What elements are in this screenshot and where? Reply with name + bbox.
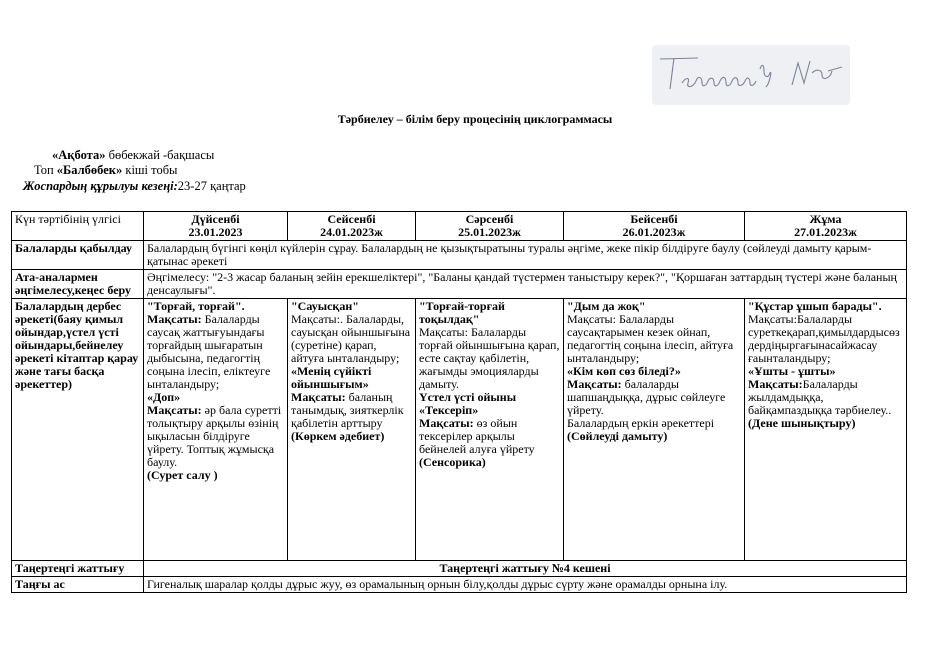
game-title: "Торғай, торғай".: [147, 299, 245, 313]
free-activity-text: Балалардың еркін әрекеттері: [567, 416, 715, 430]
goal-text-2: Балаларды жылдамдыққа, байқампаздыққа тәрбиелеу..: [748, 377, 892, 417]
signature-drawing: [652, 45, 850, 105]
goal-text: Балаларды, сауысқан ойыншығына (суретіне) қарап, айтуға ынталандыру;: [291, 312, 411, 365]
page-title: Тәрбиелеу – білім беру процесінің циклограммасы: [337, 112, 613, 126]
goal-text-2: баланың танымдық, зияткерлік қабілетін арттыру: [291, 390, 404, 430]
activity-wednesday: [416, 299, 564, 561]
game-title-2: «Менің сүйікті ойыншығым»: [291, 364, 372, 391]
game-title-2: «Кім көп сөз біледі?»: [567, 364, 681, 378]
area-label: (Дене шынықтыру): [748, 416, 856, 430]
day-date: 27.01.2023ж: [794, 225, 857, 239]
reception-text: Балалардың бүгінгі көңіл күйлерін сұрау. Балалардың не қызықтыратыны туралы әңгіме, жеке пікір білдіруге баулу (сөйлеуді дамыту қарым-қатынас әрекеті: [144, 241, 907, 270]
game-title-2: «Доп»: [147, 390, 181, 404]
day-name: Бейсенбі: [630, 212, 678, 226]
school-name: «Ақбота»: [52, 148, 106, 162]
breakfast-row: [12, 577, 907, 593]
goal-label-2: Мақсаты:: [748, 377, 803, 391]
goal-text: Балаларды суреткеқарап,қимылдардысөз дердіңыргағынасайжасау ғаынталандыру;: [748, 312, 900, 365]
parents-text: Әңгімелесу: "2-3 жасар баланың зейін ерекшеліктері", "Баланы қандай түстермен таныстыру керек?", "Қоршаған заттардың түстері және баланың денсаулығы".: [144, 270, 907, 299]
activity-thursday: [564, 299, 745, 561]
exercise-text: Таңертеңгі жаттығу №4 кешені: [144, 561, 907, 577]
game-title: "Дым да жоқ": [567, 299, 646, 313]
goal-label: Мақсаты:.: [291, 312, 343, 326]
day-date: 23.01.2023: [188, 225, 243, 239]
area-label: (Сенсорика): [419, 455, 486, 469]
game-title-2: Үстел үсті ойыны «Тексеріп»: [419, 390, 517, 417]
activity-tuesday: [288, 299, 416, 561]
period-line: [23, 179, 246, 194]
goal-text: Балаларды саусақ жаттығуындағы торғайдың шығаратын дыбысына, педагогтің соңына ілесіп, еліктеуге ынталандыру;: [147, 312, 271, 391]
day-name: Сейсенбі: [327, 212, 376, 226]
day-name: Жұма: [809, 212, 842, 226]
goal-label: Мақсаты:: [748, 312, 797, 326]
day-date: 25.01.2023ж: [458, 225, 521, 239]
parents-label: Ата-аналармен әңгімелесу,кеңес беру: [12, 270, 144, 299]
goal-label: Мақсаты:: [419, 325, 468, 339]
breakfast-label: Таңғы ас: [12, 577, 144, 593]
exercise-label: Таңертеңгі жаттығу: [12, 561, 144, 577]
activity-friday: [745, 299, 907, 561]
goal-label-2: Мақсаты:: [147, 403, 202, 417]
school-line: [52, 148, 214, 163]
area-label: (Көркем әдебиет): [291, 429, 385, 443]
day-wednesday: [416, 212, 564, 241]
day-tuesday: [288, 212, 416, 241]
area-label: (Сурет салу ): [147, 468, 218, 482]
school-rest: бөбекжай -бақшасы: [105, 148, 215, 162]
game-title: "Құстар ұшып барады".: [748, 299, 882, 313]
day-thursday: [564, 212, 745, 241]
game-title: "Сауысқан": [291, 299, 359, 313]
goal-label: Мақсаты:: [567, 312, 616, 326]
area-label: (Сөйлеуді дамыту): [567, 429, 668, 443]
signature-stamp: [652, 45, 850, 105]
period-value: 23-27 қаңтар: [177, 179, 246, 193]
day-friday: [745, 212, 907, 241]
goal-label-2: Мақсаты:: [291, 390, 346, 404]
group-prefix: Топ: [34, 163, 57, 177]
schedule-table: [11, 211, 907, 593]
parents-row: [12, 270, 907, 299]
day-monday: [144, 212, 288, 241]
goal-label-2: Мақсаты:: [419, 416, 474, 430]
exercise-row: [12, 561, 907, 577]
goal-text-2: әр бала суретті толықтыру арқылы өзінің ықыласын білдіруге үйрету. Топтық жұмысқа баулу.: [147, 403, 282, 469]
breakfast-text: Гигеналық шаралар қолды дұрыс жуу, өз орамалының орнын білу,қолды дұрыс сүрту және орамалды орнына ілу.: [144, 577, 907, 593]
goal-text: Балаларды торғай ойыншығына қарап, есте сақтау қабілетін, жағымды эмоцияларды дамыту.: [419, 325, 560, 391]
day-date: 24.01.2023ж: [320, 225, 383, 239]
game-title-2: «Ұшты - ұшты»: [748, 364, 836, 378]
goal-text-2: балаларды шапшаңдыққа, дұрыс сөйлеуге үйрету.: [567, 377, 726, 417]
group-line: [34, 163, 177, 178]
group-name: «Балбөбек»: [56, 163, 123, 177]
day-name: Дүйсенбі: [191, 212, 240, 226]
header-row: [12, 212, 907, 241]
activity-row: [12, 299, 907, 561]
header-first: Күн тәртібінің үлгісі: [12, 212, 144, 241]
period-label: Жоспардың құрылуы кезеңі:: [23, 179, 178, 193]
activity-label: Балалардың дербес әрекеті(баяу қимыл ойындар,үстел үсті ойындары,бейнелеу әрекеті кітаптар қарау және тағы басқа әрекеттер): [12, 299, 144, 561]
game-title: "Торғай-торғай тоқылдақ": [419, 299, 505, 326]
goal-label-2: Мақсаты:: [567, 377, 622, 391]
goal-text-2: өз ойын тексерілер арқылы бейнелей алуға үйрету: [419, 416, 535, 456]
reception-label: Балаларды қабылдау: [12, 241, 144, 270]
group-rest: кіші тобы: [122, 163, 178, 177]
goal-text: Балаларды саусақтарымен кезек ойнап, педагогтің соңына ілесіп, айтуға ынталандыру;: [567, 312, 734, 365]
reception-row: [12, 241, 907, 270]
day-name: Сәрсенбі: [465, 212, 514, 226]
day-date: 26.01.2023ж: [622, 225, 686, 239]
activity-monday: [144, 299, 288, 561]
goal-label: Мақсаты:: [147, 312, 202, 326]
